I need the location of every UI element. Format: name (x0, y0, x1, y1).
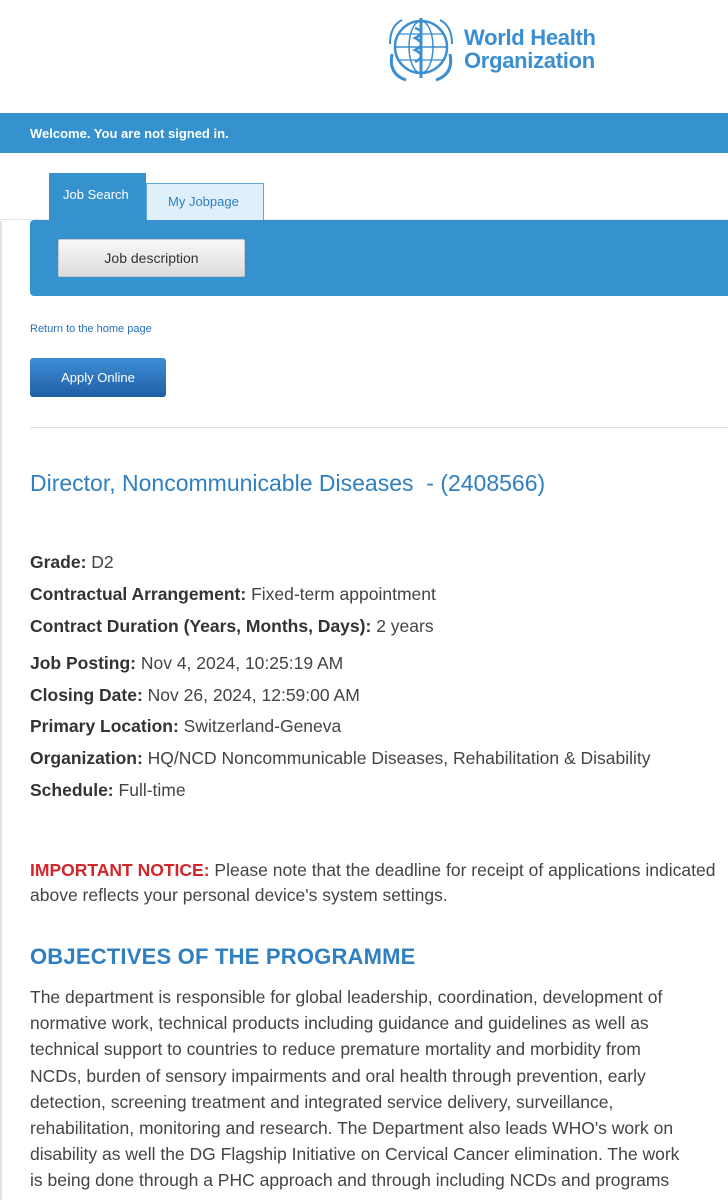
detail-primary-location (30, 716, 341, 737)
welcome-text: Welcome. You are not signed in. (30, 126, 229, 141)
notice-text: Please note that the deadline for receipt of applications indicated above reflects your personal device's system settings. (30, 860, 716, 905)
tab-label: Job Search (63, 187, 129, 202)
notice-label: IMPORTANT NOTICE: (30, 860, 210, 880)
who-logo[interactable] (386, 14, 606, 84)
detail-label: Job Posting: (30, 653, 136, 673)
org-name-line1: World Health (464, 25, 596, 50)
paragraph-line: disability as well the DG Flagship Initiative on Cervical Cancer elimination. The work (30, 1144, 680, 1165)
detail-value: Nov 26, 2024, 12:59:00 AM (147, 685, 360, 705)
detail-contractual-arrangement (30, 584, 436, 605)
detail-label: Grade: (30, 552, 87, 572)
paragraph-line: normative work, technical products including guidance and guidelines as well as (30, 1013, 649, 1034)
detail-job-posting (30, 653, 343, 674)
detail-value: Nov 4, 2024, 10:25:19 AM (140, 653, 344, 673)
detail-grade (30, 552, 114, 573)
tab-my-jobpage[interactable] (146, 183, 264, 220)
detail-value: D2 (91, 552, 114, 572)
detail-label: Contractual Arrangement: (30, 584, 247, 604)
detail-closing-date (30, 685, 360, 706)
tab-job-search[interactable] (49, 173, 146, 221)
paragraph-line: rehabilitation, monitoring and research. The Department also leads WHO's work on (30, 1118, 674, 1139)
paragraph-line: technical support to countries to reduce premature mortality and morbidity from (30, 1039, 641, 1060)
detail-contract-duration (30, 616, 434, 637)
paragraph-line: detection, screening treatment and integrated service delivery, surveillance, (30, 1091, 614, 1112)
paragraph-line: is being done through a PHC approach and through including NCDs and programs (30, 1170, 670, 1191)
objectives-heading: OBJECTIVES OF THE PROGRAMME (30, 944, 416, 969)
detail-value: Switzerland-Geneva (183, 716, 342, 736)
tab-label: My Jobpage (168, 194, 239, 209)
detail-label: Closing Date: (30, 685, 143, 705)
welcome-bar (0, 113, 728, 153)
detail-organization (30, 748, 651, 769)
job-description-button[interactable]: Job description (58, 239, 245, 277)
header (0, 0, 728, 113)
detail-label: Organization: (30, 748, 143, 768)
org-name-line2: Organization (464, 48, 595, 73)
divider (30, 427, 728, 428)
detail-value: Fixed-term appointment (251, 584, 436, 604)
detail-value: Full-time (118, 780, 186, 800)
detail-value: HQ/NCD Noncommunicable Diseases, Rehabilitation & Disability (147, 748, 651, 768)
detail-schedule (30, 780, 186, 801)
org-name (464, 26, 596, 72)
who-emblem-icon (386, 14, 456, 84)
paragraph-line: NCDs, burden of sensory impairments and oral health through prevention, early (30, 1065, 646, 1086)
important-notice (30, 858, 720, 908)
detail-label: Contract Duration (Years, Months, Days): (30, 616, 372, 636)
detail-label: Schedule: (30, 780, 114, 800)
objectives-paragraph (30, 984, 728, 1194)
detail-label: Primary Location: (30, 716, 179, 736)
job-title: Director, Noncommunicable Diseases - (2408566) (30, 470, 546, 496)
apply-online-button[interactable]: Apply Online (30, 358, 166, 397)
return-home-link[interactable]: Return to the home page (30, 323, 152, 335)
paragraph-line: The department is responsible for global leadership, coordination, development of (30, 987, 663, 1007)
detail-value: 2 years (376, 616, 434, 636)
